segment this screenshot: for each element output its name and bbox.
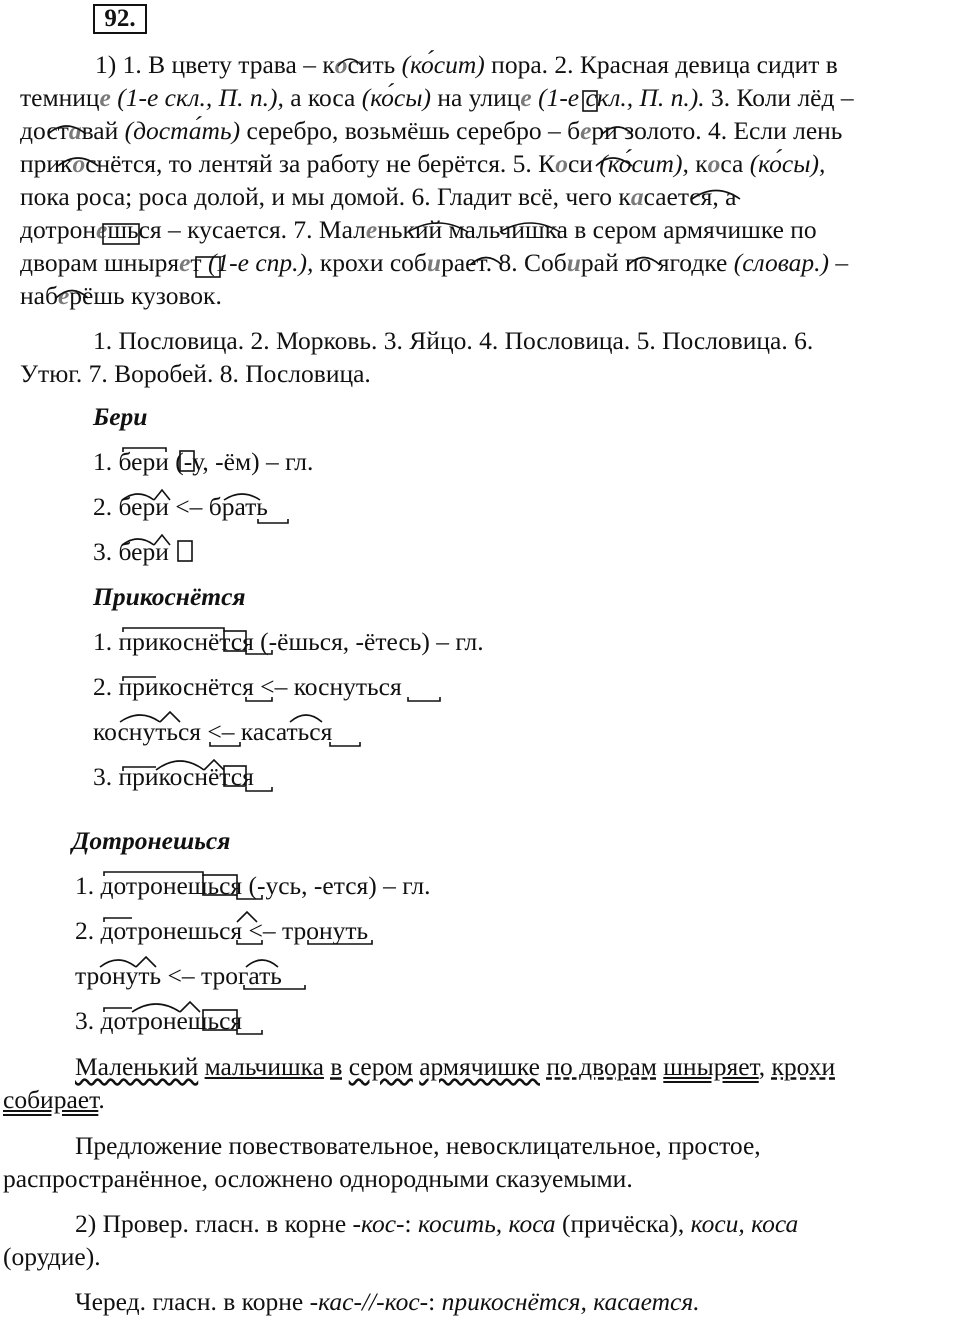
part2-line-1 bbox=[75, 1209, 798, 1239]
text: : bbox=[428, 1287, 436, 1316]
highlight-vowel: е bbox=[99, 83, 111, 112]
answers-line-2: Утюг. 7. Воробей. 8. Пословица. bbox=[20, 359, 371, 388]
text-line-5 bbox=[20, 180, 736, 213]
sentence-word: в bbox=[330, 1052, 343, 1081]
parsed-sentence bbox=[75, 1052, 835, 1082]
text-line-2 bbox=[20, 81, 854, 114]
text: наб bbox=[20, 281, 58, 310]
text: вай bbox=[81, 116, 119, 145]
note: (1-е скл., П. п.), bbox=[117, 83, 284, 112]
sentence-word: по дворам bbox=[546, 1052, 657, 1081]
highlight-vowel: е bbox=[179, 248, 191, 277]
check-word: (доста́ть) bbox=[124, 116, 241, 145]
analysis-line: 3. бери bbox=[93, 537, 169, 566]
text-line-6 bbox=[20, 213, 817, 246]
parsed-sentence-line-2 bbox=[3, 1085, 105, 1115]
highlight-vowel: о bbox=[334, 50, 348, 79]
text: на улиц bbox=[437, 83, 521, 112]
highlight-vowel: о bbox=[555, 149, 568, 178]
analysis-line: 2. прикоснётся <– коснуться bbox=[93, 672, 402, 701]
highlight-vowel: е bbox=[365, 215, 378, 244]
text: рай по ягодке bbox=[580, 248, 728, 277]
analysis-line: 2. дотронешься <– тронуть bbox=[75, 916, 369, 945]
sentence-word: Маленький bbox=[75, 1052, 199, 1081]
text: дворам шныря bbox=[20, 248, 180, 277]
text: Черед. гласн. в корне - bbox=[75, 1287, 319, 1316]
text-line-1 bbox=[95, 48, 838, 81]
analysis-heading-prikosnetsya: Прикоснётся bbox=[93, 582, 246, 611]
text: дост bbox=[20, 116, 69, 145]
sentence-end: . bbox=[98, 1085, 105, 1114]
text: – bbox=[835, 248, 849, 277]
analysis-line: 1. прикоснётся (-ёшься, -ётесь) – гл. bbox=[93, 627, 484, 656]
characteristic-line-1: Предложение повествовательное, невосклицательное, простое, bbox=[75, 1131, 761, 1160]
check-word: (ко́сы) bbox=[361, 83, 431, 112]
analysis-line bbox=[93, 447, 313, 477]
text: прик bbox=[20, 149, 73, 178]
example: косить, коса bbox=[418, 1209, 556, 1238]
sentence-word: сером bbox=[348, 1052, 413, 1081]
highlight-vowel: а bbox=[68, 116, 82, 145]
analysis-text: 1. бери (-у, -ём) – гл. bbox=[93, 447, 314, 476]
highlight-vowel: и bbox=[426, 248, 442, 277]
postfix-mark bbox=[408, 697, 440, 701]
text: пора. 2. Красная девица сидит в bbox=[491, 50, 838, 79]
text: ри золото. 4. Если лень bbox=[591, 116, 843, 145]
analysis-line: коснуться <– касаться bbox=[93, 717, 333, 746]
text: си bbox=[567, 149, 593, 178]
text: нький мальчишка в сером армячишке по bbox=[377, 215, 817, 244]
analysis-line: 1. дотронешься (-усь, -ется) – гл. bbox=[75, 871, 431, 900]
text: пока роса; роса долой, и мы домой. 6. Гладит всё, чего к bbox=[20, 182, 631, 211]
text: са bbox=[720, 149, 744, 178]
text-line-8 bbox=[20, 279, 222, 312]
text: снётся, то лентяй за работу не берётся. 5. К bbox=[85, 149, 556, 178]
exercise-number: 92. bbox=[93, 4, 147, 34]
highlight-vowel: о bbox=[72, 149, 86, 178]
text: дотрон bbox=[20, 215, 96, 244]
text: темниц bbox=[20, 83, 100, 112]
analysis-heading-beri: Бери bbox=[93, 402, 148, 431]
text: т bbox=[190, 248, 202, 277]
highlight-vowel: е bbox=[580, 116, 592, 145]
analysis-line: тронуть <– трогать bbox=[75, 961, 282, 990]
text: рёшь кузовок. bbox=[69, 281, 222, 310]
sentence-word: шныряет bbox=[663, 1052, 759, 1081]
highlight-vowel: и bbox=[566, 248, 581, 277]
check-word: (ко́сы), bbox=[749, 149, 826, 178]
note: (1-е скл., П. п.). bbox=[538, 83, 705, 112]
note: (1-е спр.), bbox=[207, 248, 314, 277]
text-line-4 bbox=[20, 147, 825, 180]
text: сить bbox=[347, 50, 396, 79]
ending-box bbox=[178, 541, 192, 561]
postfix-mark bbox=[330, 742, 360, 746]
text: : bbox=[404, 1209, 412, 1238]
root: -кос- bbox=[352, 1209, 405, 1238]
check-word: (ко́сит), bbox=[599, 149, 689, 178]
text-line-3 bbox=[20, 114, 842, 147]
sentence-word: армячишке bbox=[419, 1052, 540, 1081]
highlight-vowel: е bbox=[57, 281, 70, 310]
highlight-vowel: о bbox=[707, 149, 721, 178]
text: 1) 1. В цвету трава – к bbox=[95, 50, 335, 79]
root: кас-//-кос- bbox=[318, 1287, 429, 1316]
text: 2) Провер. гласн. в корне bbox=[75, 1209, 347, 1238]
note: (словар.) bbox=[733, 248, 829, 277]
part2-line-2: (орудие). bbox=[3, 1242, 101, 1271]
text: 3. Коли лёд – bbox=[711, 83, 854, 112]
part2-line-3 bbox=[75, 1287, 700, 1317]
sentence-word: мальчишка bbox=[204, 1052, 324, 1081]
analysis-heading-dotroneshsya: Дотронешься bbox=[72, 826, 231, 855]
text: серебро, возьмёшь серебро – б bbox=[246, 116, 581, 145]
highlight-vowel: е bbox=[520, 83, 532, 112]
example: прикоснётся, касается. bbox=[441, 1287, 700, 1316]
example: коси, коса bbox=[690, 1209, 799, 1238]
text: к bbox=[695, 149, 708, 178]
highlight-vowel: е bbox=[96, 215, 108, 244]
text: (причёска), bbox=[562, 1209, 685, 1238]
text: крохи соб bbox=[319, 248, 427, 277]
sentence-comma: , bbox=[758, 1052, 766, 1081]
answers-line-1: 1. Пословица. 2. Морковь. 3. Яйцо. 4. Пословица. 5. Пословица. 6. bbox=[93, 326, 814, 355]
text: шься – кусается. 7. Мал bbox=[107, 215, 366, 244]
text: сается, а bbox=[643, 182, 737, 211]
analysis-line: 2. бери <– брать bbox=[93, 492, 268, 521]
check-word: (ко́сит) bbox=[401, 50, 485, 79]
analysis-line: 3. дотронешься bbox=[75, 1006, 243, 1035]
analysis-line: 3. прикоснётся bbox=[93, 762, 254, 791]
text: а коса bbox=[290, 83, 356, 112]
text: рает. 8. Соб bbox=[441, 248, 567, 277]
text-line-7 bbox=[20, 246, 848, 279]
highlight-vowel: а bbox=[630, 182, 644, 211]
sentence-word: собирает bbox=[3, 1085, 99, 1114]
characteristic-line-2: распространённое, осложнено однородными сказуемыми. bbox=[3, 1164, 633, 1193]
sentence-word: крохи bbox=[771, 1052, 836, 1081]
